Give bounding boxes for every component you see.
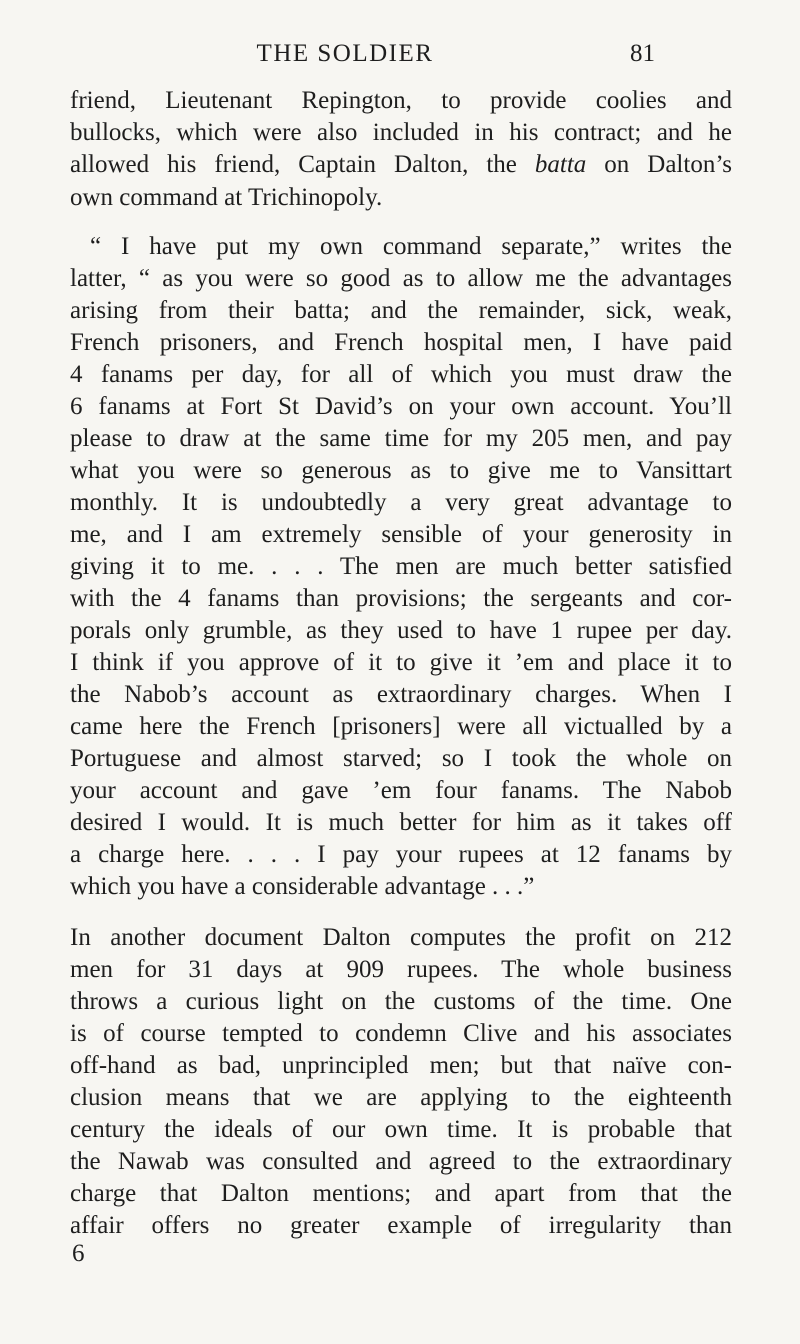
text-line: Portuguese and almost starved; so I took the whole on <box>70 745 732 772</box>
text-line: the Nawab was consulted and agreed to the extraordinary <box>70 1148 732 1175</box>
text-line: bullocks, which were also included in his contract; and he <box>70 119 732 146</box>
text-line: In another document Dalton computes the profit on 212 <box>70 924 732 951</box>
text-line: please to draw at the same time for my 205 men, and pay <box>70 425 732 452</box>
text-line: arising from their batta; and the remainder, sick, weak, <box>70 297 732 324</box>
text-line: own command at Trichinopoly. <box>70 184 383 211</box>
text-line: century the ideals of our own time. It is probable that <box>70 1116 732 1143</box>
text-line: monthly. It is undoubtedly a very great advantage to <box>70 489 732 516</box>
text-line: 4 fanams per day, for all of which you must draw the <box>70 361 732 388</box>
text-line: affair offers no greater example of irregularity than <box>70 1212 732 1239</box>
text-line: men for 31 days at 909 rupees. The whole business <box>70 956 732 983</box>
page-number: 81 <box>630 40 655 67</box>
text-line-batta: allowed his friend, Captain Dalton, the batta on Dalton’s <box>70 151 733 178</box>
running-title: THE SOLDIER <box>256 40 434 67</box>
text-line: came here the French [prisoners] were all victualled by a <box>70 713 732 740</box>
text-line: a charge here. . . . I pay your rupees at 12 fanams by <box>70 841 732 868</box>
text-line: off-hand as bad, unprincipled men; but that naïve con- <box>70 1052 732 1079</box>
text-line: me, and I am extremely sensible of your generosity in <box>70 521 732 548</box>
text-line: I think if you approve of it to give it ’em and place it to <box>70 649 732 676</box>
text-line: throws a curious light on the customs of the time. One <box>70 988 732 1015</box>
text-line: charge that Dalton mentions; and apart from that the <box>70 1180 732 1207</box>
text-line: is of course tempted to condemn Clive and his associates <box>70 1020 732 1047</box>
text-line: porals only grumble, as they used to have 1 rupee per day. <box>70 617 732 644</box>
text-line: with the 4 fanams than provisions; the sergeants and cor- <box>70 585 732 612</box>
text-line: latter, “ as you were so good as to allow me the advantages <box>70 265 732 292</box>
text-line: friend, Lieutenant Repington, to provide coolies and <box>70 87 732 114</box>
text-line: 6 fanams at Fort St David’s on your own account. You’ll <box>70 393 732 420</box>
text-line: desired I would. It is much better for him as it takes off <box>70 809 732 836</box>
signature-mark: 6 <box>72 1240 85 1267</box>
text-line: your account and gave ’em four fanams. The Nabob <box>70 777 732 804</box>
text-line: “ I have put my own command separate,” writes the <box>90 233 732 260</box>
text-line: the Nabob’s account as extraordinary charges. When I <box>70 681 732 708</box>
text-line: what you were so generous as to give me to Vansittart <box>70 457 732 484</box>
text-line: clusion means that we are applying to the eighteenth <box>70 1084 732 1111</box>
text-line: which you have a considerable advantage . . .” <box>70 873 535 900</box>
text-line: French prisoners, and French hospital men, I have paid <box>70 329 732 356</box>
text-line: giving it to me. . . . The men are much better satisfied <box>70 553 732 580</box>
